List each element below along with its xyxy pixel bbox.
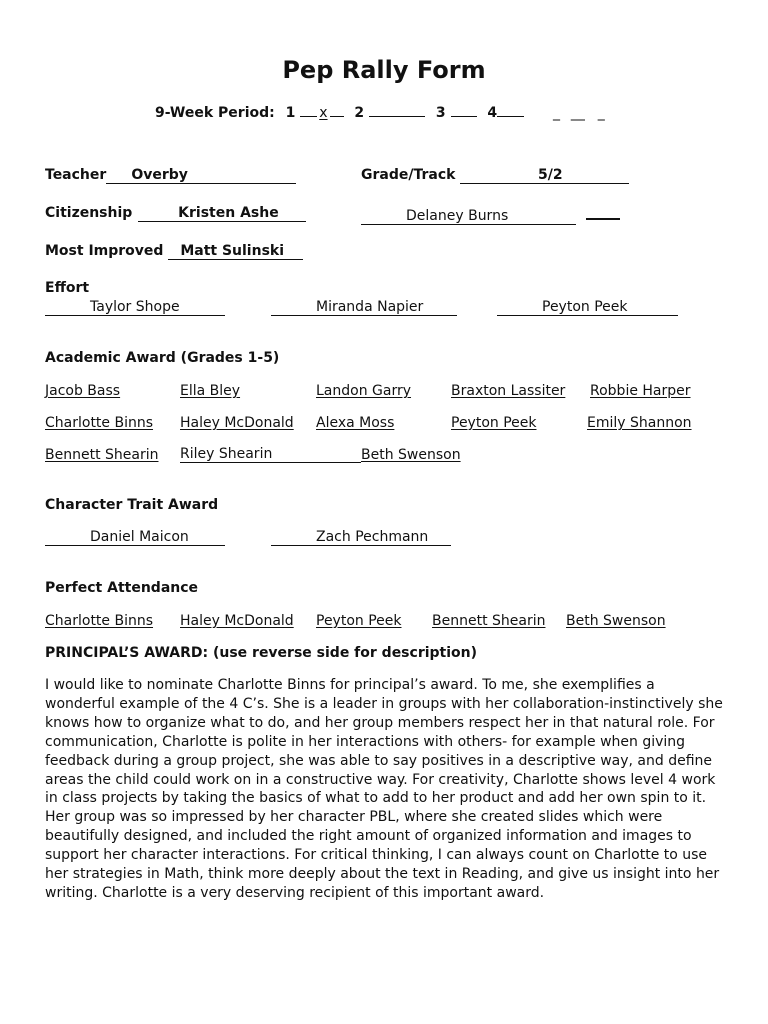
- citizenship-label: Citizenship: [45, 205, 133, 221]
- character-slot-2: [271, 530, 451, 546]
- citizenship-row-2: [361, 205, 620, 225]
- period-3: 3: [435, 105, 446, 121]
- most-improved-label: Most Improved: [45, 243, 164, 259]
- attendance-name: Charlotte Binns: [45, 613, 154, 629]
- effort-name-1: Taylor Shope: [90, 299, 180, 315]
- effort-slot-3: [497, 300, 678, 316]
- period-2-blank: [369, 103, 425, 117]
- character-label: Character Trait Award: [45, 497, 219, 513]
- attendance-name: Haley McDonald: [180, 613, 294, 629]
- period-dash-2: __: [570, 105, 585, 121]
- period-3-blank: [451, 103, 477, 117]
- effort-name-2: Miranda Napier: [316, 299, 424, 315]
- period-1-mark: x: [319, 105, 328, 121]
- academic-name: Robbie Harper: [590, 383, 691, 399]
- grade-value: 5/2: [538, 167, 563, 183]
- grade-label: Grade/Track: [361, 167, 456, 183]
- period-1-blank: [300, 103, 317, 117]
- period-1-blank-end: [330, 103, 344, 117]
- grade-row: [361, 167, 629, 184]
- principal-award-label: PRINCIPAL’S AWARD: (use reverse side for description): [45, 645, 478, 661]
- most-improved-row: [45, 243, 303, 260]
- academic-name: Ella Bley: [180, 383, 241, 399]
- citizenship-blank: [586, 205, 620, 220]
- period-4-blank: [497, 103, 524, 117]
- period-2: 2: [354, 105, 365, 121]
- academic-name: Jacob Bass: [45, 383, 121, 399]
- academic-name: Peyton Peek: [451, 415, 537, 431]
- page-title: Pep Rally Form: [282, 56, 486, 84]
- academic-label: Academic Award (Grades 1-5): [45, 350, 280, 366]
- attendance-name: Peyton Peek: [316, 613, 402, 629]
- academic-name: Beth Swenson: [361, 447, 461, 463]
- academic-name: Landon Garry: [316, 383, 412, 399]
- teacher-value: Overby: [131, 167, 188, 183]
- academic-name: Alexa Moss: [316, 415, 395, 431]
- teacher-label: Teacher: [45, 167, 107, 183]
- most-improved-name: Matt Sulinski: [180, 243, 285, 259]
- effort-slot-1: [45, 300, 225, 316]
- period-label: 9-Week Period:: [155, 105, 275, 121]
- effort-name-3: Peyton Peek: [542, 299, 628, 315]
- attendance-name: Beth Swenson: [566, 613, 666, 629]
- academic-name: Bennett Shearin: [45, 447, 159, 463]
- teacher-row: [45, 167, 296, 184]
- academic-name: Haley McDonald: [180, 415, 294, 431]
- period-4: 4: [487, 105, 498, 121]
- academic-name: Riley Shearin: [180, 446, 273, 462]
- period-1: 1: [285, 105, 296, 121]
- academic-name: Charlotte Binns: [45, 415, 154, 431]
- attendance-name: Bennett Shearin: [432, 613, 546, 629]
- period-line: [155, 103, 605, 121]
- character-name-1: Daniel Maicon: [90, 529, 189, 545]
- character-slot-1: [45, 530, 225, 546]
- academic-name: Braxton Lassiter: [451, 383, 566, 399]
- citizenship-name-2: Delaney Burns: [406, 208, 509, 224]
- effort-label: Effort: [45, 280, 90, 296]
- attendance-label: Perfect Attendance: [45, 580, 199, 596]
- character-name-2: Zach Pechmann: [316, 529, 429, 545]
- academic-name: Emily Shannon: [587, 415, 692, 431]
- period-dash-3: _: [597, 105, 605, 121]
- effort-slot-2: [271, 300, 457, 316]
- academic-slot: [180, 447, 361, 463]
- citizenship-row: [45, 205, 306, 222]
- principal-award-description: I would like to nominate Charlotte Binns for principal’s award. To me, she exemplifies a wonderful example of the 4 C’s. She is a leader in groups with her collaboration-instinctively she knows how to organize what to do, and her group members respect her in that natural role. For communication, Charlotte is polite in her interactions with others- for example when giving feedback during a group project, she was able to say positives in a descriptive way, and define areas the child could work on in a constructive way. For creativity, Charlotte shows level 4 work in class projects by taking the basics of what to add to her product and add her own spin to it. Her group was so impressed by her character PBL, where she created slides which were beautifully designed, and included the right amount of organized information and images to support her character interactions. For critical thinking, I can always count on Charlotte to use her strategies in Math, think more deeply about the text in Reading, and give us insight into her writing. Charlotte is a very deserving recipient of this important award.: [45, 677, 723, 901]
- period-dash-1: _: [553, 105, 561, 121]
- citizenship-name-1: Kristen Ashe: [178, 205, 279, 221]
